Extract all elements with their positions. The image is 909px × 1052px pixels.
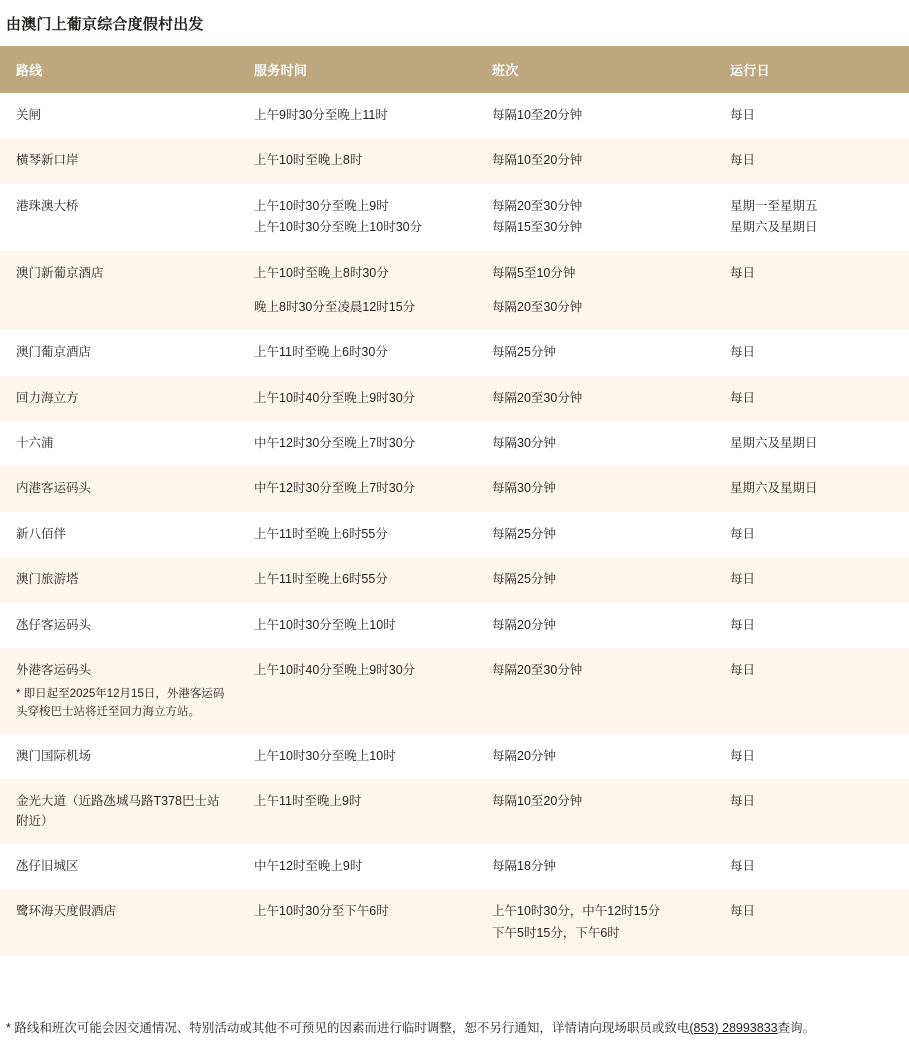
footnote	[0, 982, 909, 1052]
cell-service-hours	[238, 512, 476, 557]
cell-frequency	[476, 251, 714, 331]
cell-route	[0, 557, 238, 602]
cell-service-hours-line: 上午10时30分至晚上10时	[254, 748, 396, 763]
cell-service-hours-line: 中午12时30分至晚上7时30分	[254, 436, 416, 450]
cell-frequency-line: 每隔20至30分钟	[492, 662, 583, 677]
cell-frequency-line: 每隔20至30分钟	[492, 198, 583, 213]
table-row	[0, 421, 909, 466]
table-row	[0, 648, 909, 734]
cell-operating-days-line: 每日	[730, 904, 756, 919]
cell-operating-days	[714, 251, 909, 331]
cell-service-hours	[238, 779, 476, 844]
table-row	[0, 779, 909, 844]
table-row	[0, 376, 909, 421]
cell-frequency	[476, 466, 714, 511]
cell-frequency	[476, 184, 714, 251]
cell-frequency-line: 每隔5至10分钟	[492, 265, 576, 280]
cell-service-hours-line: 中午12时30分至晚上7时30分	[254, 481, 416, 496]
table-body	[0, 93, 909, 956]
cell-route-line: 十六浦	[16, 436, 54, 450]
cell-frequency-line: 每隔20至30分钟	[492, 390, 583, 405]
cell-operating-days	[714, 889, 909, 956]
cell-service-hours-line: 上午11时至晚上6时55分	[254, 526, 388, 541]
cell-service-hours-line: 上午10时30分至晚上10时30分	[254, 220, 423, 235]
cell-route	[0, 376, 238, 421]
cell-route-line: 回力海立方	[16, 390, 79, 405]
cell-frequency	[476, 779, 714, 844]
cell-operating-days	[714, 184, 909, 251]
cell-service-hours-line: 上午9时30分至晚上11时	[254, 108, 388, 122]
cell-operating-days-line: 星期六及星期日	[730, 481, 818, 496]
cell-route	[0, 251, 238, 331]
table-row	[0, 557, 909, 602]
cell-service-hours-line: 上午10时至晚上8时	[254, 153, 363, 168]
cell-route-line: 澳门旅游塔	[16, 572, 79, 587]
cell-route-line: 内港客运码头	[16, 481, 92, 496]
cell-service-hours	[238, 648, 476, 734]
table-header-row	[0, 46, 909, 93]
cell-frequency	[476, 844, 714, 889]
cell-operating-days-line: 每日	[730, 153, 756, 168]
cell-operating-days	[714, 466, 909, 511]
cell-service-hours	[238, 844, 476, 889]
cell-operating-days-line: 每日	[730, 748, 756, 763]
cell-frequency-line: 每隔15至30分钟	[492, 220, 583, 235]
page-title: 由澳门上葡京综合度假村出发	[6, 16, 204, 33]
cell-frequency-line: 每隔30分钟	[492, 436, 556, 450]
cell-route	[0, 603, 238, 648]
cell-frequency-line: 每隔18分钟	[492, 858, 556, 873]
cell-route	[0, 889, 238, 956]
cell-frequency	[476, 376, 714, 421]
cell-frequency	[476, 421, 714, 466]
cell-route	[0, 93, 238, 138]
cell-service-hours	[238, 603, 476, 648]
cell-operating-days-line: 每日	[730, 794, 756, 809]
cell-operating-days-line: 每日	[730, 390, 756, 405]
table-row	[0, 138, 909, 183]
cell-operating-days	[714, 93, 909, 138]
cell-route-line: 氹仔旧城区	[16, 858, 79, 873]
cell-service-hours-line: 上午11时至晚上6时55分	[254, 572, 388, 587]
cell-route-line: 新八佰伴	[16, 526, 67, 541]
column-header-operating-days: 运行日	[714, 46, 909, 93]
cell-operating-days-line: 每日	[730, 858, 756, 873]
cell-service-hours	[238, 889, 476, 956]
cell-operating-days	[714, 138, 909, 183]
cell-service-hours	[238, 184, 476, 251]
cell-route	[0, 734, 238, 779]
cell-service-hours	[238, 330, 476, 375]
cell-frequency	[476, 330, 714, 375]
cell-operating-days	[714, 779, 909, 844]
cell-operating-days	[714, 557, 909, 602]
cell-operating-days-line: 每日	[730, 617, 756, 632]
cell-route	[0, 648, 238, 734]
cell-frequency-line: 每隔25分钟	[492, 572, 556, 587]
cell-frequency	[476, 734, 714, 779]
table-bottom-spacer	[0, 956, 909, 982]
column-header-route: 路线	[0, 46, 238, 93]
cell-frequency	[476, 512, 714, 557]
cell-route	[0, 138, 238, 183]
cell-frequency	[476, 138, 714, 183]
shuttle-schedule-table	[0, 46, 909, 956]
table-row	[0, 734, 909, 779]
cell-operating-days	[714, 734, 909, 779]
cell-frequency	[476, 93, 714, 138]
cell-service-hours-line: 上午10时30分至晚上10时	[254, 617, 396, 632]
column-header-service-hours: 服务时间	[238, 46, 476, 93]
cell-frequency	[476, 557, 714, 602]
table-row	[0, 466, 909, 511]
cell-route-line: 外港客运码头	[16, 662, 92, 677]
cell-frequency	[476, 889, 714, 956]
cell-service-hours	[238, 93, 476, 138]
cell-route	[0, 466, 238, 511]
cell-service-hours	[238, 138, 476, 183]
cell-route-line: 鹭环海天度假酒店	[16, 904, 117, 919]
cell-operating-days	[714, 603, 909, 648]
footnote-text-after: 查询。	[777, 1021, 816, 1035]
cell-service-hours	[238, 557, 476, 602]
cell-operating-days-line: 每日	[730, 662, 756, 677]
cell-service-hours	[238, 421, 476, 466]
cell-frequency-line: 每隔10至20分钟	[492, 153, 583, 168]
table-row	[0, 184, 909, 251]
cell-frequency	[476, 603, 714, 648]
cell-operating-days	[714, 330, 909, 375]
cell-operating-days	[714, 648, 909, 734]
cell-service-hours-line: 上午10时30分至下午6时	[254, 904, 389, 919]
cell-route-line: 关闸	[16, 108, 42, 122]
cell-operating-days-line: 每日	[730, 572, 756, 587]
cell-frequency	[476, 648, 714, 734]
cell-service-hours-line: 上午10时30分至晚上9时	[254, 198, 389, 213]
table-row	[0, 512, 909, 557]
cell-route	[0, 844, 238, 889]
cell-service-hours-line: 上午10时40分至晚上9时30分	[254, 662, 416, 677]
cell-service-hours-line: 上午11时至晚上6时30分	[254, 345, 388, 360]
cell-service-hours-line: 上午11时至晚上9时	[254, 794, 362, 809]
table-header	[0, 46, 909, 93]
cell-operating-days	[714, 844, 909, 889]
cell-frequency-line: 每隔20分钟	[492, 617, 556, 632]
cell-route-line: 澳门葡京酒店	[16, 345, 92, 360]
cell-service-hours	[238, 734, 476, 779]
cell-route-note: * 即日起至2025年12月15日，外港客运码头穿梭巴士站将迁至回力海立方站。	[16, 688, 225, 718]
cell-route-line: 横琴新口岸	[16, 153, 79, 168]
cell-frequency-line: 每隔25分钟	[492, 526, 556, 541]
cell-operating-days	[714, 376, 909, 421]
footnote-text-before: * 路线和班次可能会因交通情况、特别活动或其他不可预见的因素而进行临时调整，恕不另行通知，详情请向现场职员或致电	[6, 1021, 690, 1035]
cell-frequency-line: 下午5时15分，下午6时	[492, 925, 620, 940]
cell-route	[0, 512, 238, 557]
cell-frequency-line: 每隔25分钟	[492, 345, 556, 360]
cell-frequency-line: 每隔20分钟	[492, 748, 556, 763]
cell-route	[0, 421, 238, 466]
cell-route	[0, 184, 238, 251]
cell-operating-days-line: 每日	[730, 265, 756, 280]
cell-frequency-line: 上午10时30分，中午12时15分	[492, 904, 661, 919]
cell-operating-days	[714, 421, 909, 466]
table-row	[0, 330, 909, 375]
cell-route-line: 港珠澳大桥	[16, 198, 79, 213]
cell-route	[0, 779, 238, 844]
cell-operating-days-line: 星期六及星期日	[730, 220, 818, 235]
cell-route-line: 澳门国际机场	[16, 748, 92, 763]
cell-service-hours	[238, 376, 476, 421]
cell-operating-days-line: 星期一至星期五	[730, 198, 818, 213]
cell-operating-days-line: 每日	[730, 345, 756, 360]
footnote-phone-link[interactable]: (853) 28993833	[689, 1021, 778, 1035]
table-row	[0, 889, 909, 956]
cell-operating-days-line: 每日	[730, 108, 756, 122]
cell-service-hours-line: 晚上8时30分至凌晨12时15分	[254, 299, 416, 314]
cell-operating-days-line: 每日	[730, 526, 756, 541]
table-row	[0, 603, 909, 648]
cell-operating-days-line: 星期六及星期日	[730, 436, 818, 450]
cell-service-hours	[238, 251, 476, 331]
cell-service-hours-line: 上午10时40分至晚上9时30分	[254, 390, 416, 405]
cell-route-line: 金光大道（近路氹城马路T378巴士站附近）	[16, 794, 220, 828]
table-row	[0, 251, 909, 331]
column-header-frequency: 班次	[476, 46, 714, 93]
cell-route-line: 氹仔客运码头	[16, 617, 92, 632]
table-row	[0, 844, 909, 889]
cell-service-hours-line: 中午12时至晚上9时	[254, 858, 363, 873]
table-row	[0, 93, 909, 138]
cell-operating-days	[714, 512, 909, 557]
cell-frequency-line: 每隔20至30分钟	[492, 299, 583, 314]
cell-service-hours-line: 上午10时至晚上8时30分	[254, 265, 389, 280]
cell-service-hours	[238, 466, 476, 511]
cell-frequency-line: 每隔10至20分钟	[492, 108, 583, 122]
cell-frequency-line: 每隔10至20分钟	[492, 794, 583, 809]
cell-route-line: 澳门新葡京酒店	[16, 265, 104, 280]
cell-route	[0, 330, 238, 375]
cell-frequency-line: 每隔30分钟	[492, 481, 556, 496]
